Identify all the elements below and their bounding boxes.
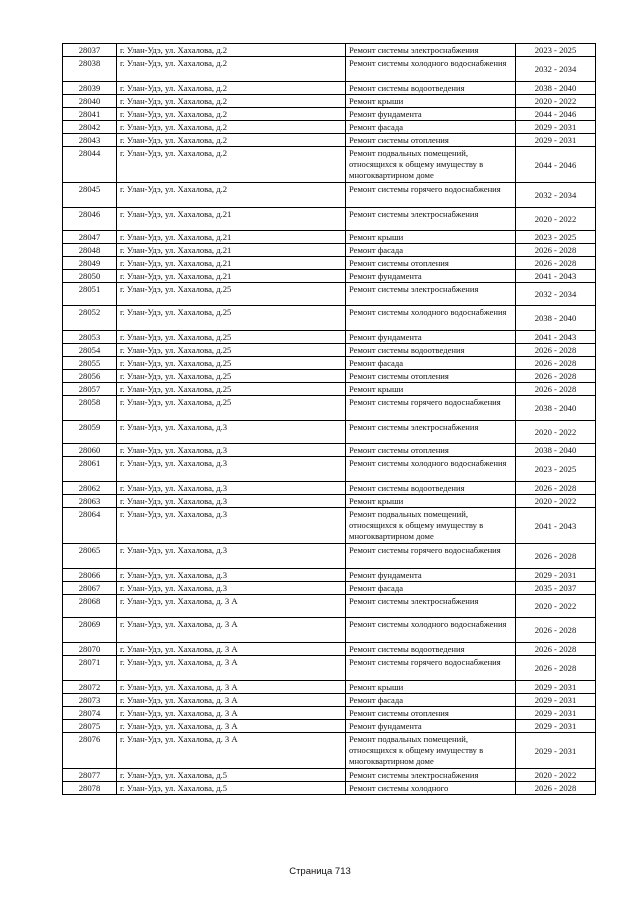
address-cell: г. Улан-Удэ, ул. Хахалова, д. 3 А <box>117 733 346 769</box>
address-cell: г. Улан-Удэ, ул. Хахалова, д.2 <box>117 82 346 95</box>
address-cell: г. Улан-Удэ, ул. Хахалова, д.2 <box>117 44 346 57</box>
table-row <box>63 782 596 795</box>
row-id-cell: 28058 <box>63 396 117 421</box>
address-cell: г. Улан-Удэ, ул. Хахалова, д.25 <box>117 306 346 331</box>
work-type-cell: Ремонт системы водоотведения <box>346 482 516 495</box>
table-row <box>63 482 596 495</box>
row-id-cell: 28070 <box>63 643 117 656</box>
period-cell: 2029 - 2031 <box>516 681 596 694</box>
address-cell: г. Улан-Удэ, ул. Хахалова, д.2 <box>117 183 346 208</box>
period-cell: 2026 - 2028 <box>516 383 596 396</box>
period-cell: 2044 - 2046 <box>516 147 596 183</box>
period-cell: 2029 - 2031 <box>516 569 596 582</box>
address-cell: г. Улан-Удэ, ул. Хахалова, д. 3 А <box>117 707 346 720</box>
table-row <box>63 694 596 707</box>
row-id-cell: 28072 <box>63 681 117 694</box>
work-type-cell: Ремонт системы холодного водоснабжения <box>346 618 516 643</box>
address-cell: г. Улан-Удэ, ул. Хахалова, д. 3 А <box>117 656 346 681</box>
work-type-cell: Ремонт системы электроснабжения <box>346 769 516 782</box>
address-cell: г. Улан-Удэ, ул. Хахалова, д.2 <box>117 108 346 121</box>
address-cell: г. Улан-Удэ, ул. Хахалова, д.3 <box>117 508 346 544</box>
table-row <box>63 656 596 681</box>
address-cell: г. Улан-Удэ, ул. Хахалова, д.2 <box>117 57 346 82</box>
table-row <box>63 283 596 306</box>
table-row <box>63 257 596 270</box>
address-cell: г. Улан-Удэ, ул. Хахалова, д. 3 А <box>117 643 346 656</box>
table-row <box>63 544 596 569</box>
table-row <box>63 44 596 57</box>
address-cell: г. Улан-Удэ, ул. Хахалова, д.5 <box>117 782 346 795</box>
work-type-cell: Ремонт крыши <box>346 681 516 694</box>
row-id-cell: 28056 <box>63 370 117 383</box>
work-type-cell: Ремонт системы горячего водоснабжения <box>346 396 516 421</box>
table-row <box>63 244 596 257</box>
row-id-cell: 28062 <box>63 482 117 495</box>
period-cell: 2020 - 2022 <box>516 495 596 508</box>
period-cell: 2026 - 2028 <box>516 370 596 383</box>
period-cell: 2020 - 2022 <box>516 95 596 108</box>
row-id-cell: 28052 <box>63 306 117 331</box>
period-cell: 2026 - 2028 <box>516 244 596 257</box>
period-cell: 2041 - 2043 <box>516 270 596 283</box>
work-type-cell: Ремонт фасада <box>346 582 516 595</box>
period-cell: 2029 - 2031 <box>516 733 596 769</box>
period-cell: 2026 - 2028 <box>516 257 596 270</box>
work-type-cell: Ремонт фасада <box>346 244 516 257</box>
table-row <box>63 331 596 344</box>
work-type-cell: Ремонт системы водоотведения <box>346 344 516 357</box>
row-id-cell: 28039 <box>63 82 117 95</box>
address-cell: г. Улан-Удэ, ул. Хахалова, д.3 <box>117 544 346 569</box>
period-cell: 2029 - 2031 <box>516 720 596 733</box>
table-row <box>63 208 596 231</box>
address-cell: г. Улан-Удэ, ул. Хахалова, д.21 <box>117 244 346 257</box>
work-type-cell: Ремонт фасада <box>346 121 516 134</box>
table-row <box>63 57 596 82</box>
work-type-cell: Ремонт фасада <box>346 694 516 707</box>
row-id-cell: 28071 <box>63 656 117 681</box>
row-id-cell: 28050 <box>63 270 117 283</box>
table-row <box>63 720 596 733</box>
work-type-cell: Ремонт фасада <box>346 357 516 370</box>
period-cell: 2020 - 2022 <box>516 595 596 618</box>
table-row <box>63 707 596 720</box>
table-row <box>63 618 596 643</box>
table-row <box>63 270 596 283</box>
address-cell: г. Улан-Удэ, ул. Хахалова, д. 3 А <box>117 681 346 694</box>
work-type-cell: Ремонт системы водоотведения <box>346 643 516 656</box>
period-cell: 2038 - 2040 <box>516 306 596 331</box>
row-id-cell: 28044 <box>63 147 117 183</box>
work-type-cell: Ремонт системы электроснабжения <box>346 421 516 444</box>
row-id-cell: 28077 <box>63 769 117 782</box>
row-id-cell: 28037 <box>63 44 117 57</box>
row-id-cell: 28040 <box>63 95 117 108</box>
period-cell: 2044 - 2046 <box>516 108 596 121</box>
row-id-cell: 28054 <box>63 344 117 357</box>
address-cell: г. Улан-Удэ, ул. Хахалова, д.3 <box>117 569 346 582</box>
works-table <box>62 43 596 795</box>
address-cell: г. Улан-Удэ, ул. Хахалова, д.21 <box>117 270 346 283</box>
work-type-cell: Ремонт системы отопления <box>346 134 516 147</box>
address-cell: г. Улан-Удэ, ул. Хахалова, д.25 <box>117 331 346 344</box>
work-type-cell: Ремонт подвальных помещений, относящихся к общему имуществу в многоквартирном доме <box>346 147 516 183</box>
table-row <box>63 444 596 457</box>
address-cell: г. Улан-Удэ, ул. Хахалова, д.25 <box>117 283 346 306</box>
work-type-cell: Ремонт подвальных помещений, относящихся к общему имуществу в многоквартирном доме <box>346 733 516 769</box>
table-row <box>63 183 596 208</box>
table-row <box>63 344 596 357</box>
period-cell: 2020 - 2022 <box>516 769 596 782</box>
table-row <box>63 108 596 121</box>
work-type-cell: Ремонт системы электроснабжения <box>346 44 516 57</box>
period-cell: 2041 - 2043 <box>516 508 596 544</box>
table-row <box>63 681 596 694</box>
table-row <box>63 306 596 331</box>
work-type-cell: Ремонт системы электроснабжения <box>346 595 516 618</box>
period-cell: 2029 - 2031 <box>516 121 596 134</box>
row-id-cell: 28055 <box>63 357 117 370</box>
row-id-cell: 28064 <box>63 508 117 544</box>
work-type-cell: Ремонт системы отопления <box>346 257 516 270</box>
table-row <box>63 357 596 370</box>
address-cell: г. Улан-Удэ, ул. Хахалова, д.2 <box>117 121 346 134</box>
works-table-body <box>63 44 596 795</box>
work-type-cell: Ремонт системы горячего водоснабжения <box>346 183 516 208</box>
row-id-cell: 28074 <box>63 707 117 720</box>
work-type-cell: Ремонт фундамента <box>346 331 516 344</box>
period-cell: 2041 - 2043 <box>516 331 596 344</box>
address-cell: г. Улан-Удэ, ул. Хахалова, д.2 <box>117 95 346 108</box>
row-id-cell: 28051 <box>63 283 117 306</box>
period-cell: 2029 - 2031 <box>516 134 596 147</box>
table-row <box>63 121 596 134</box>
table-row <box>63 495 596 508</box>
page-number: Страница 713 <box>289 866 351 877</box>
table-row <box>63 421 596 444</box>
address-cell: г. Улан-Удэ, ул. Хахалова, д.25 <box>117 357 346 370</box>
address-cell: г. Улан-Удэ, ул. Хахалова, д. 3 А <box>117 694 346 707</box>
period-cell: 2026 - 2028 <box>516 643 596 656</box>
row-id-cell: 28057 <box>63 383 117 396</box>
row-id-cell: 28068 <box>63 595 117 618</box>
period-cell: 2032 - 2034 <box>516 183 596 208</box>
table-row <box>63 82 596 95</box>
row-id-cell: 28060 <box>63 444 117 457</box>
table-row <box>63 769 596 782</box>
row-id-cell: 28075 <box>63 720 117 733</box>
address-cell: г. Улан-Удэ, ул. Хахалова, д.21 <box>117 208 346 231</box>
row-id-cell: 28038 <box>63 57 117 82</box>
period-cell: 2026 - 2028 <box>516 782 596 795</box>
table-row <box>63 733 596 769</box>
table-row <box>63 457 596 482</box>
work-type-cell: Ремонт крыши <box>346 383 516 396</box>
row-id-cell: 28049 <box>63 257 117 270</box>
row-id-cell: 28041 <box>63 108 117 121</box>
table-row <box>63 134 596 147</box>
table-row <box>63 231 596 244</box>
work-type-cell: Ремонт системы горячего водоснабжения <box>346 544 516 569</box>
row-id-cell: 28046 <box>63 208 117 231</box>
row-id-cell: 28076 <box>63 733 117 769</box>
address-cell: г. Улан-Удэ, ул. Хахалова, д.2 <box>117 147 346 183</box>
work-type-cell: Ремонт фундамента <box>346 270 516 283</box>
address-cell: г. Улан-Удэ, ул. Хахалова, д.5 <box>117 769 346 782</box>
period-cell: 2032 - 2034 <box>516 57 596 82</box>
address-cell: г. Улан-Удэ, ул. Хахалова, д.3 <box>117 457 346 482</box>
table-row <box>63 569 596 582</box>
row-id-cell: 28063 <box>63 495 117 508</box>
row-id-cell: 28045 <box>63 183 117 208</box>
row-id-cell: 28047 <box>63 231 117 244</box>
address-cell: г. Улан-Удэ, ул. Хахалова, д.2 <box>117 134 346 147</box>
row-id-cell: 28066 <box>63 569 117 582</box>
work-type-cell: Ремонт подвальных помещений, относящихся к общему имуществу в многоквартирном доме <box>346 508 516 544</box>
address-cell: г. Улан-Удэ, ул. Хахалова, д.3 <box>117 582 346 595</box>
address-cell: г. Улан-Удэ, ул. Хахалова, д.25 <box>117 344 346 357</box>
table-row <box>63 147 596 183</box>
period-cell: 2026 - 2028 <box>516 482 596 495</box>
table-row <box>63 383 596 396</box>
row-id-cell: 28059 <box>63 421 117 444</box>
table-row <box>63 595 596 618</box>
work-type-cell: Ремонт системы отопления <box>346 707 516 720</box>
work-type-cell: Ремонт системы горячего водоснабжения <box>346 656 516 681</box>
work-type-cell: Ремонт системы отопления <box>346 370 516 383</box>
period-cell: 2020 - 2022 <box>516 421 596 444</box>
table-row <box>63 396 596 421</box>
address-cell: г. Улан-Удэ, ул. Хахалова, д.25 <box>117 383 346 396</box>
period-cell: 2026 - 2028 <box>516 344 596 357</box>
address-cell: г. Улан-Удэ, ул. Хахалова, д. 3 А <box>117 595 346 618</box>
row-id-cell: 28078 <box>63 782 117 795</box>
period-cell: 2026 - 2028 <box>516 544 596 569</box>
address-cell: г. Улан-Удэ, ул. Хахалова, д.25 <box>117 370 346 383</box>
work-type-cell: Ремонт системы холодного <box>346 782 516 795</box>
address-cell: г. Улан-Удэ, ул. Хахалова, д.25 <box>117 396 346 421</box>
work-type-cell: Ремонт системы холодного водоснабжения <box>346 457 516 482</box>
work-type-cell: Ремонт фундамента <box>346 108 516 121</box>
row-id-cell: 28043 <box>63 134 117 147</box>
table-row <box>63 643 596 656</box>
work-type-cell: Ремонт крыши <box>346 231 516 244</box>
address-cell: г. Улан-Удэ, ул. Хахалова, д.3 <box>117 495 346 508</box>
period-cell: 2023 - 2025 <box>516 231 596 244</box>
row-id-cell: 28042 <box>63 121 117 134</box>
work-type-cell: Ремонт крыши <box>346 495 516 508</box>
work-type-cell: Ремонт системы электроснабжения <box>346 208 516 231</box>
period-cell: 2023 - 2025 <box>516 44 596 57</box>
period-cell: 2038 - 2040 <box>516 82 596 95</box>
table-row <box>63 582 596 595</box>
work-type-cell: Ремонт крыши <box>346 95 516 108</box>
address-cell: г. Улан-Удэ, ул. Хахалова, д.21 <box>117 257 346 270</box>
period-cell: 2026 - 2028 <box>516 656 596 681</box>
row-id-cell: 28073 <box>63 694 117 707</box>
table-row <box>63 508 596 544</box>
row-id-cell: 28065 <box>63 544 117 569</box>
work-type-cell: Ремонт системы холодного водоснабжения <box>346 306 516 331</box>
period-cell: 2035 - 2037 <box>516 582 596 595</box>
period-cell: 2038 - 2040 <box>516 396 596 421</box>
period-cell: 2029 - 2031 <box>516 707 596 720</box>
period-cell: 2032 - 2034 <box>516 283 596 306</box>
work-type-cell: Ремонт системы холодного водоснабжения <box>346 57 516 82</box>
work-type-cell: Ремонт системы водоотведения <box>346 82 516 95</box>
period-cell: 2023 - 2025 <box>516 457 596 482</box>
work-type-cell: Ремонт системы электроснабжения <box>346 283 516 306</box>
period-cell: 2020 - 2022 <box>516 208 596 231</box>
period-cell: 2038 - 2040 <box>516 444 596 457</box>
address-cell: г. Улан-Удэ, ул. Хахалова, д.21 <box>117 231 346 244</box>
address-cell: г. Улан-Удэ, ул. Хахалова, д.3 <box>117 444 346 457</box>
address-cell: г. Улан-Удэ, ул. Хахалова, д. 3 А <box>117 618 346 643</box>
period-cell: 2026 - 2028 <box>516 618 596 643</box>
address-cell: г. Улан-Удэ, ул. Хахалова, д. 3 А <box>117 720 346 733</box>
address-cell: г. Улан-Удэ, ул. Хахалова, д.3 <box>117 482 346 495</box>
work-type-cell: Ремонт фундамента <box>346 720 516 733</box>
address-cell: г. Улан-Удэ, ул. Хахалова, д.3 <box>117 421 346 444</box>
row-id-cell: 28048 <box>63 244 117 257</box>
row-id-cell: 28067 <box>63 582 117 595</box>
table-row <box>63 95 596 108</box>
row-id-cell: 28053 <box>63 331 117 344</box>
work-type-cell: Ремонт системы отопления <box>346 444 516 457</box>
period-cell: 2026 - 2028 <box>516 357 596 370</box>
table-row <box>63 370 596 383</box>
row-id-cell: 28069 <box>63 618 117 643</box>
work-type-cell: Ремонт фундамента <box>346 569 516 582</box>
period-cell: 2029 - 2031 <box>516 694 596 707</box>
row-id-cell: 28061 <box>63 457 117 482</box>
